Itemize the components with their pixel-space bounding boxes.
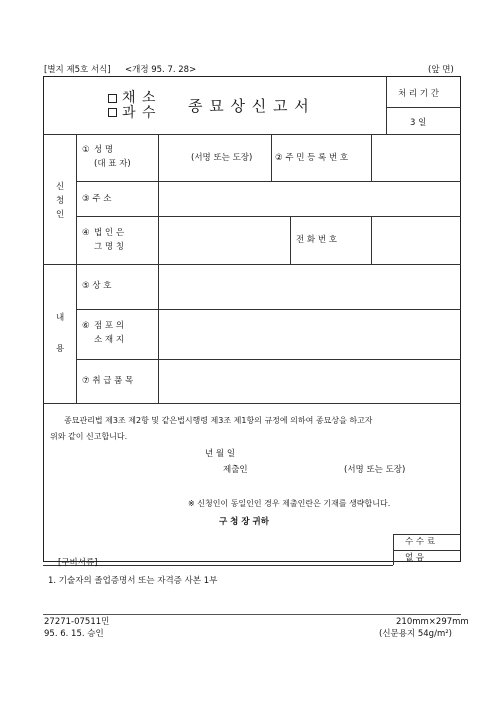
processing-period: 3 일 xyxy=(410,118,427,128)
form-code: 27271-07511민 xyxy=(44,617,110,627)
line-fee-mid xyxy=(393,550,461,551)
fruit-checkbox[interactable] xyxy=(108,108,117,117)
trade-name-label: ⑤ 상 호 xyxy=(82,281,112,291)
corporation-label-2: 그 명 칭 xyxy=(94,242,125,252)
handled-items-label: ⑦ 취 급 품 목 xyxy=(82,376,134,386)
store-field-number: ⑥ xyxy=(82,321,90,331)
content-label-2: 용 xyxy=(56,344,65,354)
representative-label: (대 표 자) xyxy=(94,159,131,169)
applicant-label-2: 청 xyxy=(56,196,65,206)
line-processing-mid xyxy=(386,107,461,108)
page-side: (앞 면) xyxy=(428,65,454,75)
revision-date: <개정 95. 7. 28> xyxy=(125,65,197,75)
corporation-label-1: 법 인 은 xyxy=(94,228,125,238)
declaration-text-1: 종묘관리법 제3조 제2항 및 같은법시행령 제3조 제1항의 규정에 의하여 종묘상을 하고자 xyxy=(64,416,373,425)
name-field-number: ① xyxy=(82,145,90,155)
submitter-signature-hint: (서명 또는 도장) xyxy=(344,465,406,475)
vline-processing xyxy=(386,76,387,134)
documents-item-1: 1. 기술자의 졸업증명서 또는 자격증 사본 1부 xyxy=(48,576,218,586)
address-input[interactable] xyxy=(159,182,460,215)
paper-size: 210mm×297mm xyxy=(396,617,469,627)
handled-items-input[interactable] xyxy=(159,360,460,402)
omission-note: ※ 신청인이 동일인인 경우 제출인란은 기재를 생략합니다. xyxy=(188,499,391,508)
vline-phone-left xyxy=(290,216,291,264)
submitter-label: 제출인 xyxy=(223,465,248,475)
line-fee-top xyxy=(393,534,461,535)
address-field-label: ③ 주 소 xyxy=(82,194,112,204)
approval-date: 95. 6. 15. 승인 xyxy=(44,629,104,639)
corporation-field-number: ④ xyxy=(82,228,90,238)
resident-number-input[interactable] xyxy=(372,135,460,180)
name-signature-hint: (서명 또는 도장) xyxy=(191,153,253,163)
documents-label: [구비서류] xyxy=(58,558,98,568)
vegetable-checkbox[interactable] xyxy=(108,94,117,103)
footer-line xyxy=(43,614,461,615)
processing-label: 처 리 기 간 xyxy=(398,89,439,99)
corporation-input[interactable] xyxy=(159,217,289,263)
applicant-label-3: 인 xyxy=(56,210,65,220)
line-content-bottom xyxy=(43,403,461,404)
recipient: 구 청 장 귀하 xyxy=(219,517,269,527)
vline-section-label xyxy=(76,134,77,403)
store-location-input[interactable] xyxy=(159,310,460,358)
applicant-label-1: 신 xyxy=(56,182,65,192)
trade-name-input[interactable] xyxy=(159,265,460,308)
resident-number-label: ② 주 민 등 록 번 호 xyxy=(275,153,349,163)
content-label-1: 내 xyxy=(56,313,65,323)
page-title: 종 묘 상 신 고 서 xyxy=(188,97,310,115)
store-label-2: 소 재 지 xyxy=(94,335,125,345)
vline-id-left xyxy=(271,134,272,181)
fee-label: 수 수 료 xyxy=(405,537,436,547)
store-label-1: 점 포 의 xyxy=(94,321,125,331)
declaration-date: 년 월 일 xyxy=(205,449,236,459)
paper-type: (신문용지 54g/m²) xyxy=(379,629,452,639)
vline-fee xyxy=(393,534,394,565)
declaration-text-2: 위와 같이 신고합니다. xyxy=(50,432,128,441)
phone-field-label: 전 화 번 호 xyxy=(296,235,337,245)
phone-input[interactable] xyxy=(372,217,460,263)
name-field-label: 성 명 xyxy=(94,145,114,155)
fee-value: 없 음 xyxy=(405,553,425,563)
form-number: [별지 제5호 서식] xyxy=(44,65,111,75)
title-option-fruit: 과 수 xyxy=(122,105,157,121)
title-option-vegetable: 채 소 xyxy=(122,90,157,106)
